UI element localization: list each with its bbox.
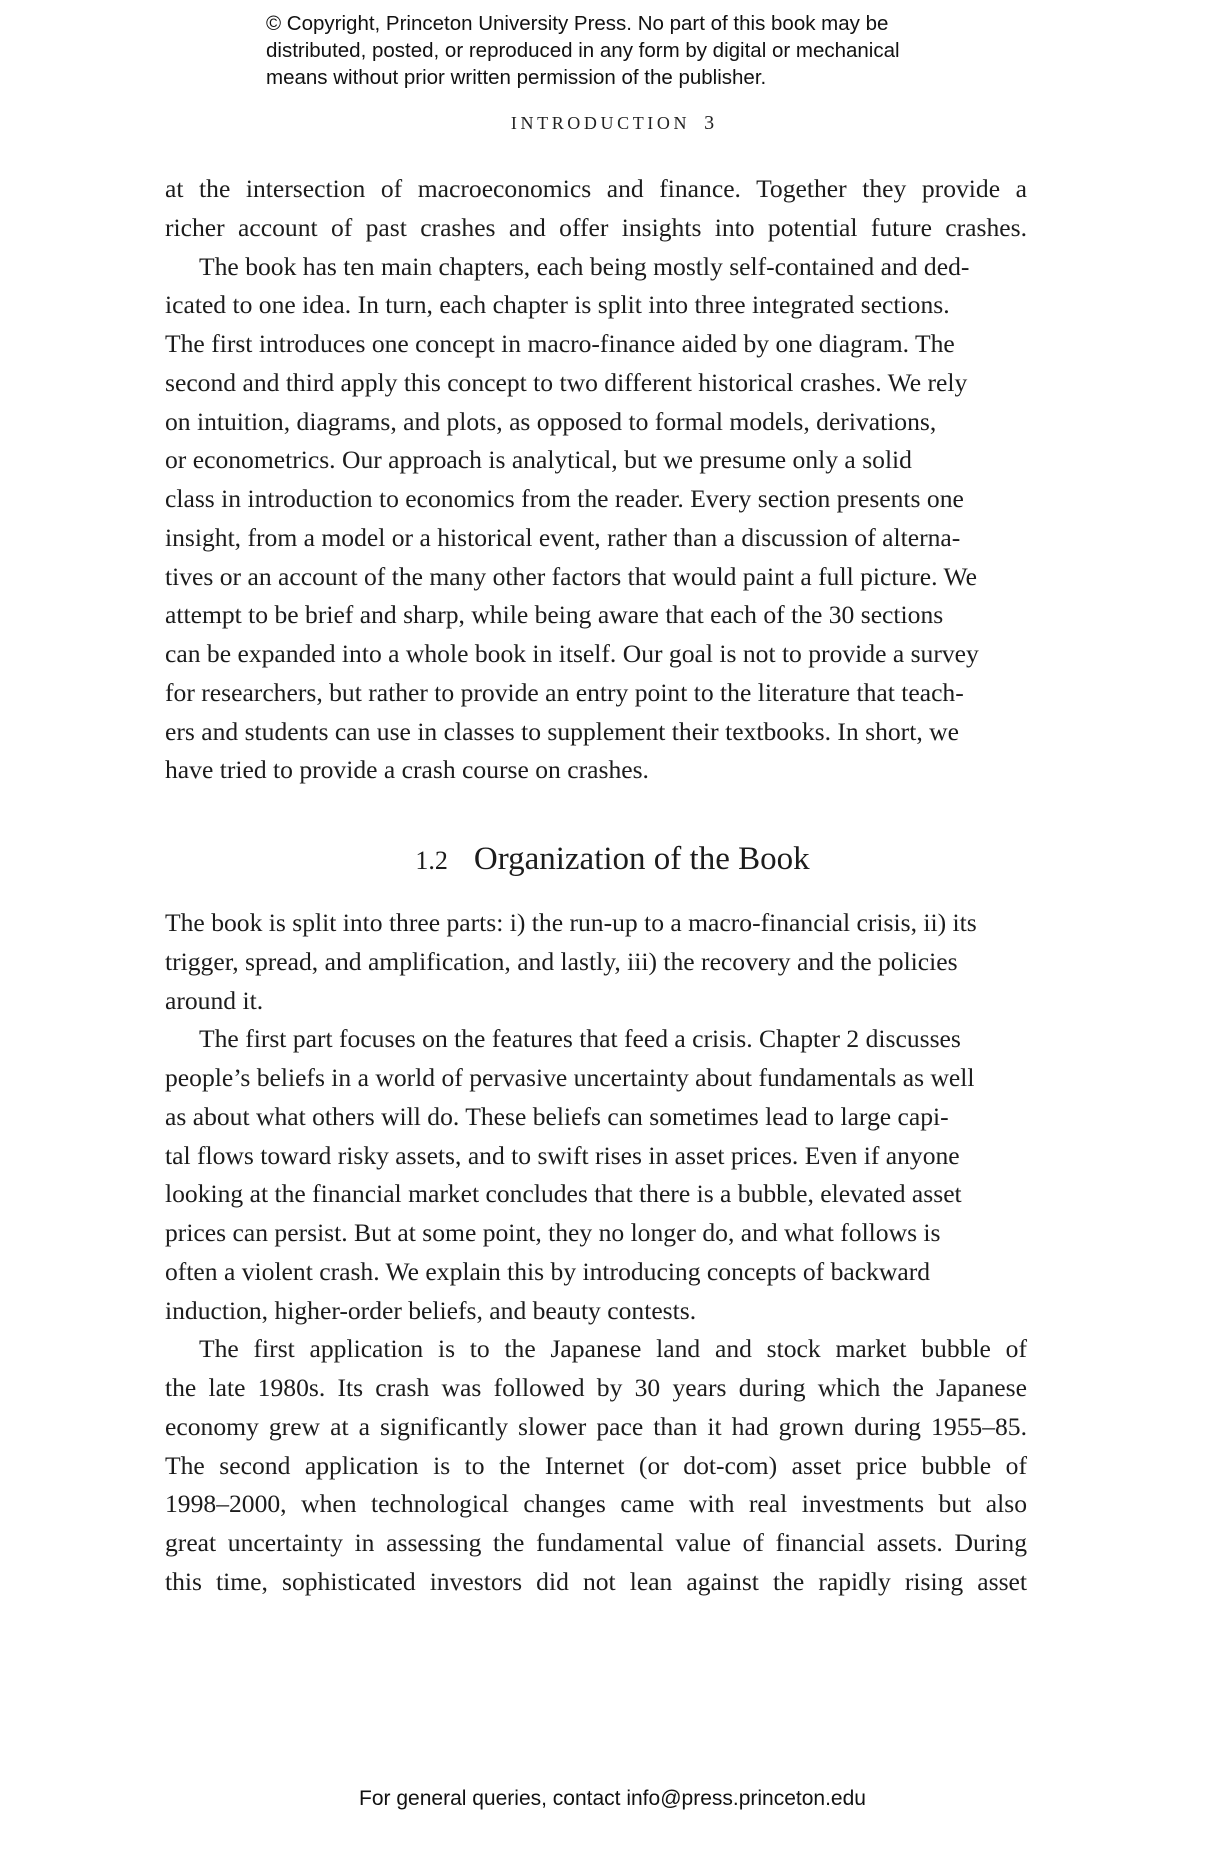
text-line: insight, from a model or a historical event, rather than a discussion of alterna- [165, 522, 961, 552]
text-line: economy grew at a significantly slower pace than it had grown during 1955–85. [165, 1411, 1027, 1441]
text-line: on intuition, diagrams, and plots, as opposed to formal models, derivations, [165, 406, 937, 436]
paragraph [165, 1020, 1027, 1330]
running-head-title: INTRODUCTION [510, 113, 691, 133]
text-line: people’s beliefs in a world of pervasive uncertainty about fundamentals as well [165, 1063, 975, 1092]
text-line: prices can persist. But at some point, they no longer do, and what follows is [165, 1218, 941, 1247]
body-text-top [165, 170, 1027, 790]
copyright-notice [266, 10, 986, 91]
text-line: The book has ten main chapters, each being mostly self-contained and ded- [199, 251, 970, 281]
text-line: around it. [165, 985, 264, 1015]
copyright-line: means without prior written permission of the publisher. [266, 66, 767, 89]
text-line: as about what others will do. These beliefs can sometimes lead to large capi- [165, 1101, 949, 1131]
text-line: 1998–2000, when technological changes came with real investments but also [165, 1489, 1027, 1519]
page-number: 3 [704, 112, 715, 134]
text-line: class in introduction to economics from the reader. Every section presents one [165, 484, 964, 513]
text-line: for researchers, but rather to provide an entry point to the literature that teach- [165, 677, 964, 707]
text-line: tives or an account of the many other factors that would paint a full picture. We [165, 561, 977, 591]
text-line: trigger, spread, and amplification, and lastly, iii) the recovery and the policies [165, 946, 958, 976]
text-line: richer account of past crashes and offer insights into potential future crashes. [165, 212, 1027, 242]
text-line: attempt to be brief and sharp, while being aware that each of the 30 sections [165, 600, 944, 630]
text-line: or econometrics. Our approach is analytical, but we presume only a solid [165, 445, 912, 475]
text-line: The first part focuses on the features that feed a crisis. Chapter 2 discusses [199, 1024, 961, 1054]
running-head [0, 112, 1225, 135]
paragraph [165, 248, 1027, 791]
text-line: second and third apply this concept to two different historical crashes. We rely [165, 367, 968, 397]
text-line: looking at the financial market concludes that there is a bubble, elevated asset [165, 1179, 962, 1209]
text-line: The first application is to the Japanese land and stock market bubble of [199, 1334, 1027, 1364]
copyright-line: distributed, posted, or reproduced in any form by digital or mechanical [266, 39, 900, 62]
text-line: ers and students can use in classes to supplement their textbooks. In short, we [165, 716, 959, 746]
text-line: icated to one idea. In turn, each chapter is split into three integrated sections. [165, 290, 950, 320]
text-line: at the intersection of macroeconomics and finance. Together they provide a [165, 174, 1027, 203]
section-number: 1.2 [415, 846, 448, 875]
text-line: tal flows toward risky assets, and to swift rises in asset prices. Even if anyone [165, 1140, 960, 1170]
paragraph [165, 1330, 1027, 1601]
section-heading [0, 841, 1225, 878]
paragraph [165, 904, 1027, 1020]
text-line: this time, sophisticated investors did not lean against the rapidly rising asset [165, 1566, 1027, 1596]
text-line: induction, higher-order beliefs, and beauty contests. [165, 1295, 697, 1325]
body-text-bottom [165, 904, 1027, 1602]
text-line: can be expanded into a whole book in itself. Our goal is not to provide a survey [165, 639, 979, 668]
text-line: the late 1980s. Its crash was followed by 30 years during which the Japanese [165, 1373, 1027, 1402]
text-line: have tried to provide a crash course on crashes. [165, 755, 649, 785]
text-line: The book is split into three parts: i) the run-up to a macro-financial crisis, ii) its [165, 908, 977, 937]
section-title: Organization of the Book [473, 841, 810, 877]
text-line: great uncertainty in assessing the fundamental value of financial assets. During [165, 1528, 1027, 1557]
footer-contact: For general queries, contact info@press.princeton.edu [359, 1787, 866, 1810]
text-line: often a violent crash. We explain this by introducing concepts of backward [165, 1256, 931, 1286]
text-line: The second application is to the Internet (or dot-com) asset price bubble of [165, 1450, 1027, 1480]
copyright-line: © Copyright, Princeton University Press. No part of this book may be [266, 12, 889, 35]
paragraph [165, 170, 1027, 248]
text-line: The first introduces one concept in macro-finance aided by one diagram. The [165, 329, 955, 358]
